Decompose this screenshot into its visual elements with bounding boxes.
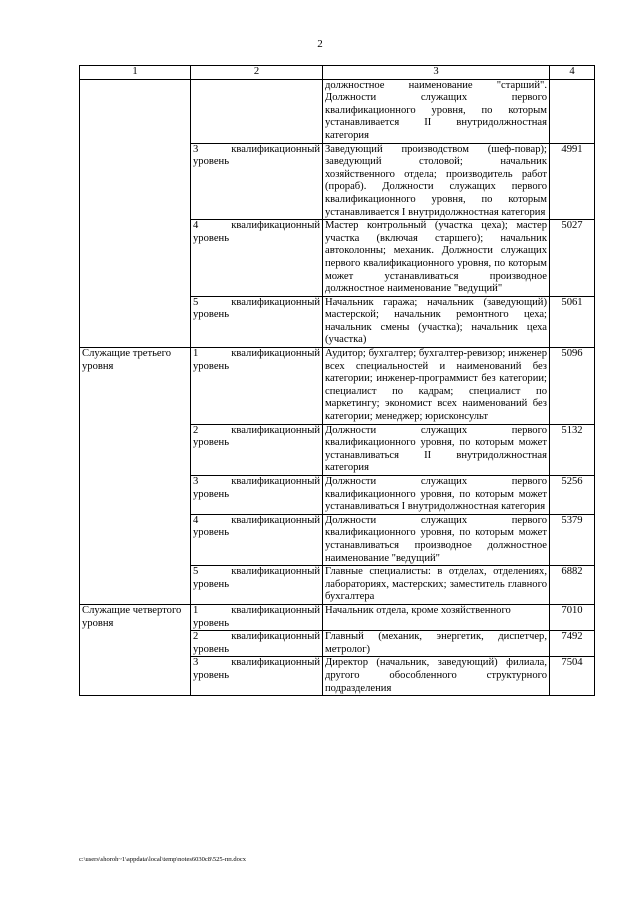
- column-number: 3: [323, 66, 550, 80]
- salary-table: [79, 65, 595, 696]
- column-number-row: [80, 66, 595, 80]
- salary-cell: 4991: [550, 143, 595, 220]
- footer-file-path: c:\users\shoroh~1\appdata\local\temp\notes6030c8\525-пп.docx: [79, 856, 246, 863]
- positions-cell: Аудитор; бухгалтер; бухгалтер-ревизор; инженер всех специальностей и наименований без категории; инженер-программист без категории; специалист по кадрам; специалист по маркетингу; экономист всех наименований без категории; менеджер; юрисконсульт: [323, 348, 550, 425]
- positions-cell: Заведующий производством (шеф-повар); заведующий столовой; начальник хозяйственного отдела; производитель работ (прораб). Должности служащих первого квалификационного уровня, по которым устанавливается I внутридолжностная категория: [323, 143, 550, 220]
- salary-cell: [550, 79, 595, 143]
- column-number: 4: [550, 66, 595, 80]
- group-cell: Служащие четвертого уровня: [80, 604, 191, 695]
- salary-cell: 5027: [550, 220, 595, 297]
- salary-cell: 5256: [550, 476, 595, 515]
- salary-cell: 5132: [550, 424, 595, 475]
- group-cell: [80, 79, 191, 347]
- salary-cell: 7010: [550, 604, 595, 630]
- salary-cell: 7492: [550, 631, 595, 657]
- positions-cell: Начальник гаража; начальник (заведующий) мастерской; начальник ремонтного цеха; начальник смены (участка); начальник цеха (участка): [323, 296, 550, 347]
- column-number: 1: [80, 66, 191, 80]
- positions-cell: Должности служащих первого квалификационного уровня, по которым может устанавливаться II внутридолжностная категория: [323, 424, 550, 475]
- positions-cell: Должности служащих первого квалификационного уровня, по которым может устанавливаться I внутридолжностная категория: [323, 476, 550, 515]
- level-cell: 4 квалификационный уровень: [191, 220, 323, 297]
- page-number: 2: [317, 38, 323, 50]
- salary-cell: 6882: [550, 566, 595, 605]
- salary-cell: 5379: [550, 514, 595, 565]
- level-cell: 5 квалификационный уровень: [191, 296, 323, 347]
- positions-cell: Главный (механик, энергетик, диспетчер, метролог): [323, 631, 550, 657]
- positions-cell: Мастер контрольный (участка цеха); мастер участка (включая старшего); начальник автоколонны; механик. Должности служащих первого квалификационного уровня, по которым может устанавливаться производное должностное наименование "ведущий": [323, 220, 550, 297]
- salary-cell: 5096: [550, 348, 595, 425]
- positions-cell: Директор (начальник, заведующий) филиала, другого обособленного структурного подразделения: [323, 657, 550, 696]
- positions-cell: Начальник отдела, кроме хозяйственного: [323, 604, 550, 630]
- level-cell: 1 квалификационный уровень: [191, 348, 323, 425]
- level-cell: 3 квалификационный уровень: [191, 657, 323, 696]
- table-row: [80, 604, 595, 630]
- table-row: [80, 79, 595, 143]
- positions-cell: Должности служащих первого квалификационного уровня, по которым может устанавливаться производное должностное наименование "ведущий": [323, 514, 550, 565]
- level-cell: 2 квалификационный уровень: [191, 424, 323, 475]
- salary-cell: 7504: [550, 657, 595, 696]
- column-number: 2: [191, 66, 323, 80]
- level-cell: 1 квалификационный уровень: [191, 604, 323, 630]
- level-cell: 3 квалификационный уровень: [191, 143, 323, 220]
- level-cell: 2 квалификационный уровень: [191, 631, 323, 657]
- level-cell: 4 квалификационный уровень: [191, 514, 323, 565]
- level-cell: [191, 79, 323, 143]
- level-cell: 5 квалификационный уровень: [191, 566, 323, 605]
- level-cell: 3 квалификационный уровень: [191, 476, 323, 515]
- salary-cell: 5061: [550, 296, 595, 347]
- positions-cell: должностное наименование "старший". Должности служащих первого квалификационного уровня, по которым устанавливается II внутридолжностная категория: [323, 79, 550, 143]
- positions-cell: Главные специалисты: в отделах, отделениях, лабораториях, мастерских; заместитель главного бухгалтера: [323, 566, 550, 605]
- table-row: [80, 348, 595, 425]
- group-cell: Служащие третьего уровня: [80, 348, 191, 605]
